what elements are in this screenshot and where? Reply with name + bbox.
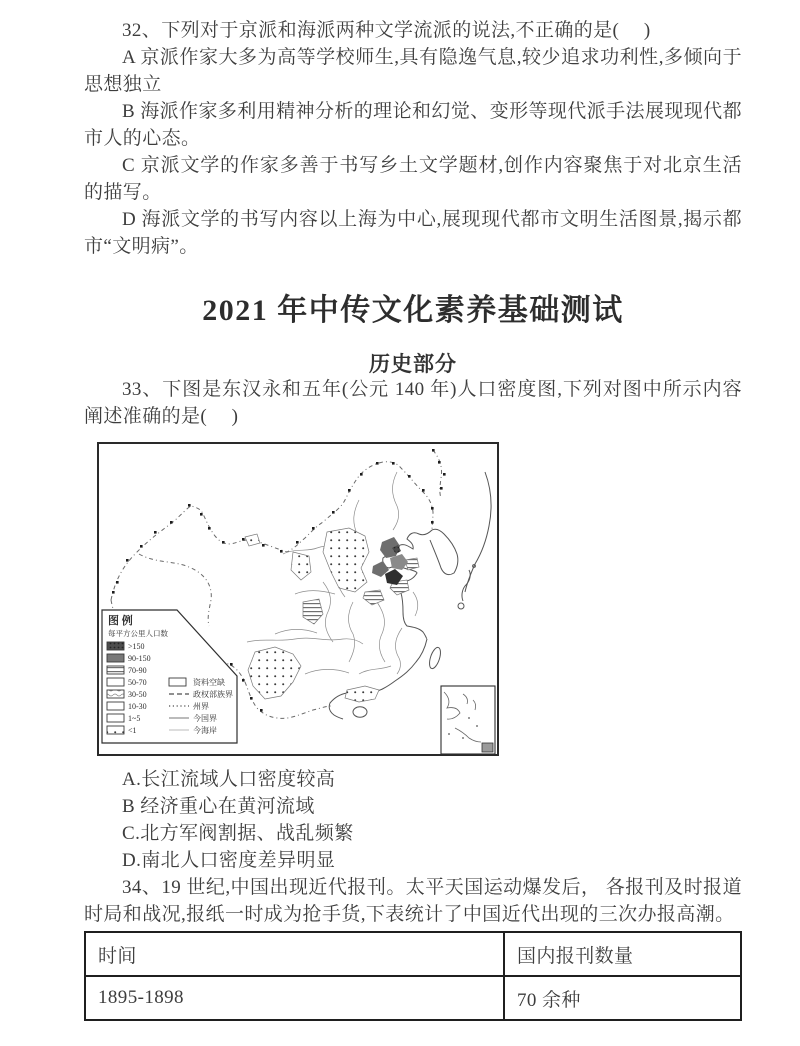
population-density-map: [97, 442, 499, 756]
question-33-stem: 33、下图是东汉永和五年(公元 140 年)人口密度图,下列对图中所示内容阐述准确的是( ): [84, 379, 742, 427]
table-row: [85, 976, 741, 1020]
legend-density-0: >150: [128, 642, 145, 651]
legend-density-3: 50-70: [128, 678, 147, 687]
table-header-row: [85, 932, 741, 976]
table-header-count: 国内报刊数量: [504, 932, 741, 976]
question-34-stem: 34、19 世纪,中国出现近代报刊。太平天国运动爆发后， 各报刊及时报道时局和战况,报纸一时成为抢手货,下表统计了中国近代出现的三次办报高潮。: [84, 877, 742, 925]
question-33-option-a: A.长江流域人口密度较高: [122, 769, 336, 790]
legend-density-4: 30-50: [128, 690, 147, 699]
question-32-option-b: B 海派作家多利用精神分析的理论和幻觉、变形等现代派手法展现现代都市人的心态。: [84, 101, 742, 149]
legend-line-1: 政权部族界: [193, 690, 233, 699]
legend-title: 图 例: [108, 615, 133, 627]
legend-line-0: 资料空缺: [193, 678, 225, 687]
table-cell-time: 1895-1898: [85, 976, 504, 1020]
question-33-option-b: B 经济重心在黄河流域: [122, 796, 315, 817]
table-header-time: 时间: [85, 932, 504, 976]
question-32-option-c: C 京派文学的作家多善于书写乡土文学题材,创作内容聚焦于对北京生活的描写。: [84, 155, 742, 203]
section-subtitle: 历史部分: [369, 352, 457, 376]
section-title: 2021 年中传文化素养基础测试: [202, 294, 624, 327]
legend-density-6: 1~5: [128, 714, 141, 723]
legend-density-1: 90-150: [128, 654, 151, 663]
newspaper-boom-table: [84, 931, 742, 1021]
question-33-option-c: C.北方军阀割据、战乱频繁: [122, 823, 354, 844]
inset-map: [441, 686, 495, 754]
map-figure: [97, 442, 499, 756]
legend-line-3: 今国界: [193, 714, 217, 723]
legend-subtitle: 每平方公里人口数: [108, 629, 168, 638]
question-32-stem: 32、下列对于京派和海派两种文学流派的说法,不正确的是( ): [122, 20, 651, 41]
question-32-option-a: A 京派作家大多为高等学校师生,具有隐逸气息,较少追求功利性,多倾向于思想独立: [84, 47, 742, 95]
question-32-option-d: D 海派文学的书写内容以上海为中心,展现现代都市文明生活图景,揭示都市“文明病”。: [84, 209, 742, 257]
table-cell-count: 70 余种: [504, 976, 741, 1020]
legend-line-2: 州界: [193, 702, 209, 711]
question-33-option-d: D.南北人口密度差异明显: [122, 850, 336, 871]
legend-density-2: 70-90: [128, 666, 147, 675]
legend-line-4: 今海岸: [193, 726, 217, 735]
legend-density-7: <1: [128, 726, 137, 735]
legend-density-5: 10-30: [128, 702, 147, 711]
